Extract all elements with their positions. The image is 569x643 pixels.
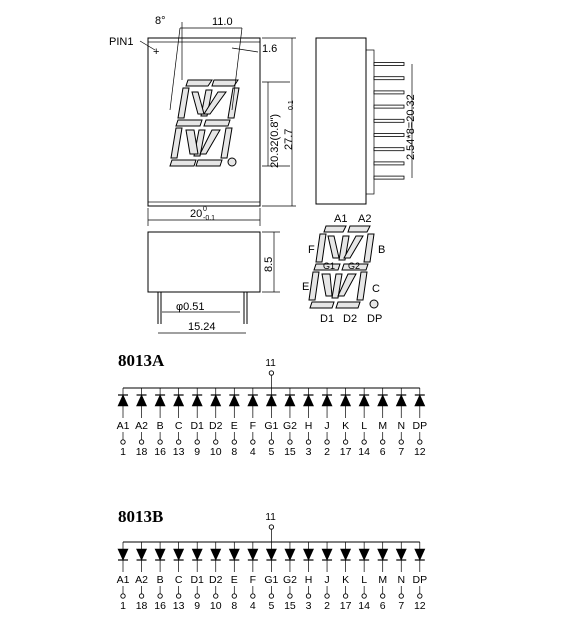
seg-label-c: C [372,283,380,295]
pin-terminal [306,440,310,444]
pin-number: 15 [284,600,296,612]
display-inner-outline [148,42,260,202]
pin-number: 5 [268,600,275,612]
segment-label: E [230,420,238,432]
pin-terminal [176,440,180,444]
front-view [109,15,296,226]
seg-label-b: B [378,244,386,256]
pin-pitch-label: 2.54*8=20.32 [405,94,417,160]
pin-terminal [121,440,125,444]
pin-terminal [195,594,199,598]
bottom-body-outline [148,232,260,292]
digit-height-label: 20.32(0.8") [269,113,281,168]
diode-symbol [341,395,351,406]
segment-map-digit [309,226,378,308]
pin-number: 17 [339,446,352,458]
pin-terminal [269,440,273,444]
pin-terminal [139,594,143,598]
diode-symbol [285,395,295,406]
pin-number: 18 [135,446,148,458]
diode-symbol [229,395,239,406]
common-pin-label: 11 [265,358,276,369]
pin-number: 16 [154,446,166,458]
diode-symbol [155,549,165,560]
side-pins [374,63,404,180]
side-body-outline [316,38,366,204]
pin-number: 12 [413,600,426,612]
angle-line-left [170,28,180,110]
diode-symbol [118,549,128,560]
body-height-label: 27.7 [283,128,295,150]
diode-symbol [266,395,276,406]
pin-number: 17 [339,600,352,612]
pin-number: 7 [398,600,405,612]
pin-number: 14 [358,600,370,612]
pin-terminal [251,440,255,444]
diode-symbol [322,549,332,560]
pin-terminal [288,440,292,444]
pin-number: 3 [305,446,312,458]
pin-number: 15 [284,446,296,458]
pin-number: 13 [172,446,185,458]
segment-label: N [397,574,406,586]
pin-terminal [343,440,347,444]
segment-label: D2 [209,574,223,586]
pin-number: 14 [358,446,370,458]
seg-label-d2: D2 [343,313,358,325]
schematic-circuit [117,512,428,612]
pin-number: 9 [194,446,201,458]
schematic-title: 8013A [118,351,165,370]
diode-symbol [192,549,202,560]
segment-label: DP [412,574,428,586]
segment-label: H [304,420,313,432]
pin-number: 10 [209,600,222,612]
pin-number: 9 [194,600,201,612]
pin-terminal [418,594,422,598]
segment-label: G1 [264,574,279,586]
pin-number: 8 [231,600,238,612]
side-pin [374,176,404,179]
angle-label: 8° [155,15,166,27]
body-width-sup: 0 [203,206,207,213]
side-pin [374,105,404,108]
diode-symbol [341,549,351,560]
pin-number: 8 [231,446,238,458]
diode-symbol [378,395,388,406]
side-pin [374,119,404,122]
seg-label-g2: G2 [348,261,361,271]
segment-map [302,213,385,325]
pin-terminal [139,440,143,444]
segment-label: D1 [190,574,204,586]
seg-label-f: F [308,244,315,256]
pin1-label: PIN1 [109,36,134,48]
diode-symbol [304,395,314,406]
pin-terminal [399,594,403,598]
diode-symbol [137,395,147,406]
segment-label: M [378,574,388,586]
pin-number: 3 [305,600,312,612]
common-pin-terminal [269,525,273,529]
pin-terminal [269,594,273,598]
pin-number: 7 [398,446,405,458]
segment-label: E [230,574,238,586]
pin-number: 12 [413,446,426,458]
pin-terminal [325,594,329,598]
pin-number: 16 [154,600,166,612]
diode-symbol [415,395,425,406]
diode-symbol [396,549,406,560]
segment-label: D1 [190,420,204,432]
body-width-label: 20 [190,208,203,220]
common-pin-terminal [269,371,273,375]
bottom-view [148,232,280,333]
side-pin [374,134,404,137]
pin-terminal [288,594,292,598]
diode-symbol [229,549,239,560]
segment-label: C [174,574,183,586]
pin-number: 6 [379,600,386,612]
pin-terminal [232,594,236,598]
diode-symbol [359,549,369,560]
pin-terminal [214,594,218,598]
pin-terminal [306,594,310,598]
segment-label: D2 [209,420,223,432]
segment-label: M [378,420,388,432]
segment-label: H [304,574,313,586]
segment-label: J [324,420,330,432]
schematic-8013b [117,507,428,612]
segment-label: A2 [135,574,148,586]
pin-terminal [176,594,180,598]
segment-label: C [174,420,183,432]
diode-symbol [211,395,221,406]
diode-symbol [396,395,406,406]
pin-terminal [399,440,403,444]
segment-label: L [361,420,368,432]
segment-label: N [397,420,406,432]
pin-terminal [381,440,385,444]
common-pin-label: 11 [265,512,276,523]
pin-terminal [158,594,162,598]
pin-terminal [418,440,422,444]
body-width-tol: -0.1 [203,215,216,222]
seg-label-a1: A1 [334,213,348,225]
segment-label: F [249,420,257,432]
diode-symbol [248,395,258,406]
diode-symbol [266,549,276,560]
side-pin [374,77,404,80]
segment-label: B [156,420,164,432]
pin1-marker: + [153,46,160,58]
diode-symbol [137,549,147,560]
side-pin [374,162,404,165]
segment-label: A1 [116,574,130,586]
schematic-8013a [117,351,428,458]
diode-symbol [248,549,258,560]
segment-label: J [324,574,330,586]
diode-symbol [322,395,332,406]
segment-label: G1 [264,420,279,432]
pin-terminal [362,440,366,444]
body-height-tol: 0.1 [288,100,295,110]
seg-label-a2: A2 [358,213,372,225]
seg-label-g1: G1 [323,261,336,271]
seg-label-d1: D1 [320,313,335,325]
segment-label: B [156,574,164,586]
diode-symbol [211,549,221,560]
seg-label-e: E [302,281,310,293]
pin-span-label: 15.24 [188,321,216,333]
segment-label: K [342,574,350,586]
pin-terminal [251,594,255,598]
diode-symbol [285,549,295,560]
pin-number: 1 [120,446,126,458]
segment-label: F [249,574,257,586]
diode-symbol [378,549,388,560]
schematic-circuit [117,358,428,458]
pin-terminal [195,440,199,444]
diode-symbol [174,395,184,406]
pin-number: 2 [324,446,330,458]
pin-terminal [343,594,347,598]
segment-label: G2 [282,574,297,586]
segment-label: A1 [116,420,130,432]
segment-label: DP [412,420,428,432]
pin-number: 18 [135,600,148,612]
diode-symbol [304,549,314,560]
diode-symbol [192,395,202,406]
segment-label: K [342,420,350,432]
side-pin [374,91,404,94]
depth-label: 8.5 [263,256,275,272]
top-width-label: 11.0 [212,16,233,28]
diode-symbol [174,549,184,560]
pin-number: 4 [249,446,256,458]
front-digit [170,80,239,166]
diode-symbol [118,395,128,406]
pin-terminal [158,440,162,444]
schematic-title: 8013B [118,507,164,526]
pin-terminal [381,594,385,598]
segment-label: L [361,574,368,586]
pin-number: 4 [249,600,256,612]
pin-number: 10 [209,446,222,458]
seg-label-dp: DP [367,313,383,325]
seg-width-leader [232,48,258,52]
pin-number: 6 [379,446,386,458]
diode-symbol [415,549,425,560]
display-body-outline [148,38,260,206]
pin-number: 1 [120,600,126,612]
pin-terminal [121,594,125,598]
pin-dia-label: φ0.51 [176,301,205,313]
pin-terminal [232,440,236,444]
segment-label: G2 [282,420,297,432]
pin-terminal [325,440,329,444]
side-pin [374,148,404,151]
pin-number: 5 [268,446,275,458]
diode-symbol [155,395,165,406]
segment-label: A2 [135,420,148,432]
pin-number: 2 [324,600,330,612]
pin-number: 13 [172,600,185,612]
side-pin [374,63,404,66]
pin-terminal [362,594,366,598]
pin-terminal [214,440,218,444]
diode-symbol [359,395,369,406]
segment-width-label: 1.6 [262,43,278,55]
side-view [316,38,417,204]
